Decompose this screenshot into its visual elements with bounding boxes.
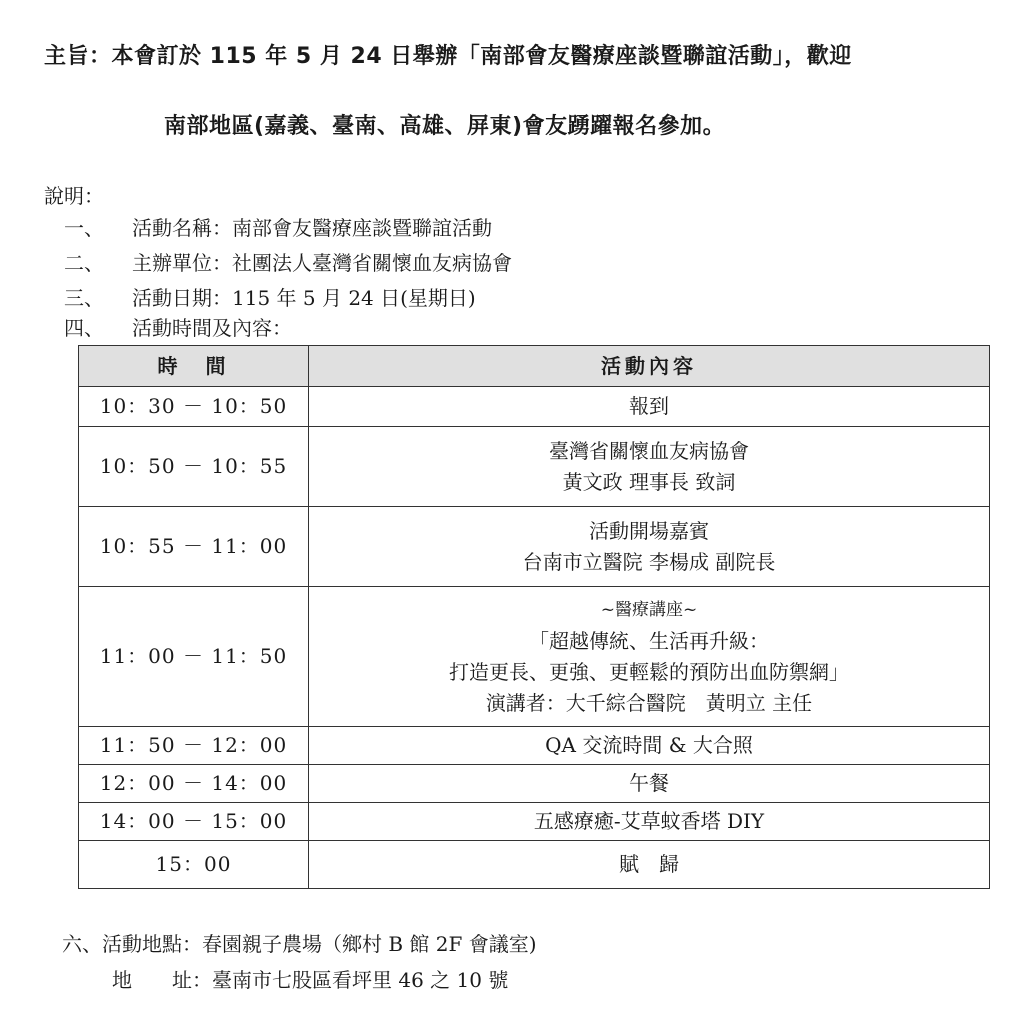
description-item-4 (64, 314, 292, 342)
item-text: 活動時間及內容： (132, 316, 292, 340)
description-item-3 (64, 284, 476, 312)
row-time: 10：55 － 11：00 (79, 507, 309, 587)
row-content (309, 841, 990, 889)
description-item-2 (64, 249, 512, 277)
row-time: 10：50 － 10：55 (79, 427, 309, 507)
event-address: 地 址：臺南市七股區看坪里 46 之 10 號 (112, 968, 509, 992)
description-label: 說明： (44, 184, 104, 208)
table-row (79, 507, 990, 587)
event-location: 六、活動地點：春園親子農場（鄉村 B 館 2F 會議室) (62, 932, 537, 956)
content-line: 「超越傳統、生活再升級： (529, 628, 769, 653)
header-content: 活動內容 (309, 346, 990, 387)
row-content (309, 507, 990, 587)
item-text: 活動名稱：南部會友醫療座談暨聯誼活動 (132, 216, 492, 240)
table-row (79, 765, 990, 803)
row-time: 15：00 (79, 841, 309, 889)
table-row (79, 803, 990, 841)
content-line: ~醫療講座~ (600, 599, 698, 620)
subject-line-2: 南部地區(嘉義、臺南、高雄、屏東)會友踴躍報名參加。 (164, 114, 726, 139)
row-content (309, 427, 990, 507)
subject-line-1: 主旨：本會訂於 115 年 5 月 24 日舉辦「南部會友醫療座談暨聯誼活動」，歡迎 (44, 44, 852, 69)
schedule-table (78, 345, 990, 889)
content-line: 黃文政 理事長 致詞 (562, 469, 736, 494)
table-row (79, 387, 990, 427)
row-time: 12：00 － 14：00 (79, 765, 309, 803)
row-content (309, 803, 990, 841)
content-line: 報到 (629, 394, 669, 418)
content-line: 賦 歸 (619, 852, 679, 876)
item-number: 一、 (64, 216, 104, 240)
item-number: 二、 (64, 251, 104, 275)
table-row (79, 587, 990, 727)
row-time: 11：00 － 11：50 (79, 587, 309, 727)
row-content (309, 765, 990, 803)
content-line: 五感療癒-艾草蚊香塔 DIY (533, 809, 765, 833)
table-row (79, 427, 990, 507)
table-row (79, 727, 990, 765)
row-content (309, 387, 990, 427)
content-line: 臺灣省關懷血友病協會 (549, 438, 749, 463)
row-content (309, 727, 990, 765)
row-time: 11：50 － 12：00 (79, 727, 309, 765)
row-content (309, 587, 990, 727)
content-line: 活動開場嘉賓 (589, 518, 709, 543)
description-item-1 (64, 214, 492, 242)
content-line: QA 交流時間 & 大合照 (545, 733, 753, 757)
row-time: 10：30 － 10：50 (79, 387, 309, 427)
content-line: 打造更長、更強、更輕鬆的預防出血防禦網」 (449, 659, 849, 684)
item-number: 四、 (64, 316, 104, 340)
content-line: 台南市立醫院 李楊成 副院長 (522, 549, 776, 574)
content-line: 演講者：大千綜合醫院 黃明立 主任 (485, 690, 813, 715)
row-time: 14：00 － 15：00 (79, 803, 309, 841)
item-text: 主辦單位：社團法人臺灣省關懷血友病協會 (132, 251, 512, 275)
table-header-row (79, 346, 990, 387)
table-row (79, 841, 990, 889)
item-number: 三、 (64, 286, 104, 310)
header-time: 時 間 (79, 346, 309, 387)
item-text: 活動日期：115 年 5 月 24 日(星期日) (132, 286, 476, 310)
content-line: 午餐 (629, 771, 669, 795)
